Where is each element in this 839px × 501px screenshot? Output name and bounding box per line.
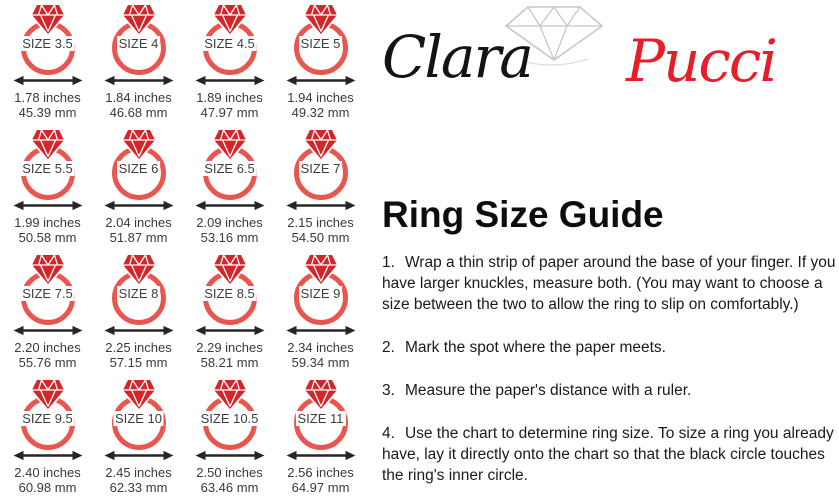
diameter-inches: 1.94 inches <box>287 90 354 105</box>
double-headed-arrow-icon <box>13 201 82 210</box>
diameter-mm: 59.34 mm <box>291 355 350 370</box>
double-headed-arrow-icon <box>286 201 355 210</box>
instruction-item <box>382 252 839 315</box>
ring-illustration <box>277 252 365 338</box>
ring-measurements <box>184 90 275 120</box>
diameter-mm: 55.76 mm <box>18 355 77 370</box>
diameter-inches: 2.40 inches <box>14 465 81 480</box>
diameter-mm: 60.98 mm <box>18 480 77 495</box>
ring-size-label: SIZE 6.5 <box>204 161 255 176</box>
double-headed-arrow-icon <box>286 76 355 85</box>
instruction-number: 4. <box>382 425 395 442</box>
ring-size-label: SIZE 4.5 <box>204 36 255 51</box>
instruction-item <box>382 380 839 401</box>
ring-size-cell <box>93 250 184 375</box>
diameter-inches: 2.04 inches <box>105 215 172 230</box>
ring-size-label: SIZE 10.5 <box>200 411 259 426</box>
diameter-mm: 50.58 mm <box>18 230 77 245</box>
double-headed-arrow-icon <box>104 76 173 85</box>
diameter-inches: 2.29 inches <box>196 340 263 355</box>
instruction-item <box>382 423 839 486</box>
instruction-text: Wrap a thin strip of paper around the base of your finger. If you have larger knuckles, measure both. (You may want to choose a size between the two to allow the ring to slip on comfortably.) <box>382 254 836 313</box>
brand-logo <box>382 4 802 112</box>
diameter-inches: 2.20 inches <box>14 340 81 355</box>
ring-size-cell <box>93 0 184 125</box>
ring-measurements <box>184 465 275 495</box>
diameter-mm: 58.21 mm <box>200 355 259 370</box>
double-headed-arrow-icon <box>104 201 173 210</box>
ring-size-label: SIZE 11 <box>297 411 344 426</box>
diameter-inches: 2.45 inches <box>105 465 172 480</box>
ring-size-label: SIZE 9 <box>300 286 341 301</box>
instruction-number: 2. <box>382 339 395 356</box>
ring-size-cell <box>275 375 366 500</box>
ring-measurements <box>184 340 275 370</box>
double-headed-arrow-icon <box>104 451 173 460</box>
ring-size-label: SIZE 3.5 <box>22 36 73 51</box>
ring-illustration <box>95 127 183 213</box>
ring-size-label: SIZE 7 <box>300 161 341 176</box>
ring-size-cell <box>184 375 275 500</box>
ring-measurements <box>275 340 366 370</box>
double-headed-arrow-icon <box>195 201 264 210</box>
double-headed-arrow-icon <box>286 326 355 335</box>
ring-size-label: SIZE 9.5 <box>22 411 73 426</box>
diameter-inches: 1.78 inches <box>14 90 81 105</box>
ring-illustration <box>4 252 92 338</box>
diameter-mm: 57.15 mm <box>109 355 168 370</box>
ring-illustration <box>186 127 274 213</box>
ring-illustration <box>277 127 365 213</box>
diameter-mm: 63.46 mm <box>200 480 259 495</box>
ring-size-cell <box>2 125 93 250</box>
instruction-text: Use the chart to determine ring size. To size a ring you already have, lay it directly onto the chart so that the black circle touches the ring's inner circle. <box>382 425 834 484</box>
ring-size-cell <box>184 0 275 125</box>
ring-size-cell <box>275 0 366 125</box>
brand-name-pucci: Pucci <box>626 27 776 95</box>
ring-size-label: SIZE 5 <box>300 36 341 51</box>
ring-size-label: SIZE 8.5 <box>204 286 255 301</box>
ring-measurements <box>93 465 184 495</box>
diameter-inches: 2.50 inches <box>196 465 263 480</box>
diameter-inches: 1.99 inches <box>14 215 81 230</box>
ring-size-label: SIZE 8 <box>118 286 159 301</box>
diameter-mm: 62.33 mm <box>109 480 168 495</box>
ring-illustration <box>277 2 365 88</box>
instruction-text: Measure the paper's distance with a ruler. <box>404 382 692 399</box>
double-headed-arrow-icon <box>195 76 264 85</box>
diameter-inches: 1.84 inches <box>105 90 172 105</box>
ring-measurements <box>2 215 93 245</box>
ring-illustration <box>277 377 365 463</box>
diameter-mm: 54.50 mm <box>291 230 350 245</box>
diameter-inches: 2.09 inches <box>196 215 263 230</box>
ring-illustration <box>95 252 183 338</box>
diameter-mm: 47.97 mm <box>200 105 259 120</box>
ring-size-cell <box>275 250 366 375</box>
ring-measurements <box>93 215 184 245</box>
double-headed-arrow-icon <box>104 326 173 335</box>
double-headed-arrow-icon <box>195 326 264 335</box>
diameter-inches: 2.34 inches <box>287 340 354 355</box>
diameter-mm: 64.97 mm <box>291 480 350 495</box>
ring-illustration <box>4 2 92 88</box>
ring-illustration <box>186 2 274 88</box>
diameter-mm: 46.68 mm <box>109 105 168 120</box>
diameter-inches: 2.25 inches <box>105 340 172 355</box>
instruction-number: 3. <box>382 382 395 399</box>
double-headed-arrow-icon <box>195 451 264 460</box>
double-headed-arrow-icon <box>13 76 82 85</box>
instruction-text: Mark the spot where the paper meets. <box>404 339 666 356</box>
ring-size-label: SIZE 7.5 <box>22 286 73 301</box>
ring-measurements <box>275 90 366 120</box>
ring-illustration <box>186 377 274 463</box>
ring-measurements <box>275 215 366 245</box>
ring-measurements <box>275 465 366 495</box>
ring-illustration <box>95 377 183 463</box>
double-headed-arrow-icon <box>13 451 82 460</box>
ring-measurements <box>184 215 275 245</box>
ring-measurements <box>93 90 184 120</box>
ring-measurements <box>2 465 93 495</box>
ring-illustration <box>4 377 92 463</box>
ring-illustration <box>4 127 92 213</box>
ring-size-cell <box>93 125 184 250</box>
ring-size-cell <box>184 250 275 375</box>
instruction-item <box>382 337 839 358</box>
ring-measurements <box>2 340 93 370</box>
ring-size-cell <box>275 125 366 250</box>
ring-illustration <box>186 252 274 338</box>
ring-size-cell <box>184 125 275 250</box>
ring-size-cell <box>2 250 93 375</box>
diameter-mm: 51.87 mm <box>109 230 168 245</box>
ring-illustration <box>95 2 183 88</box>
ring-measurements <box>2 90 93 120</box>
ring-size-chart <box>2 0 366 500</box>
ring-measurements <box>93 340 184 370</box>
diameter-inches: 2.56 inches <box>287 465 354 480</box>
ring-size-cell <box>2 375 93 500</box>
ring-size-label: SIZE 5.5 <box>22 161 73 176</box>
diameter-mm: 49.32 mm <box>291 105 350 120</box>
diameter-mm: 45.39 mm <box>18 105 77 120</box>
ring-size-label: SIZE 6 <box>118 161 159 176</box>
ring-size-label: SIZE 10 <box>115 411 162 426</box>
diameter-inches: 1.89 inches <box>196 90 263 105</box>
instruction-number: 1. <box>382 254 395 271</box>
brand-name-clara: Clara <box>382 23 532 91</box>
double-headed-arrow-icon <box>286 451 355 460</box>
ring-size-label: SIZE 4 <box>118 36 159 51</box>
double-headed-arrow-icon <box>13 326 82 335</box>
diameter-inches: 2.15 inches <box>287 215 354 230</box>
diameter-mm: 53.16 mm <box>200 230 259 245</box>
page-title: Ring Size Guide <box>382 194 664 235</box>
ring-size-cell <box>2 0 93 125</box>
ring-size-cell <box>93 375 184 500</box>
instruction-list <box>382 252 839 501</box>
